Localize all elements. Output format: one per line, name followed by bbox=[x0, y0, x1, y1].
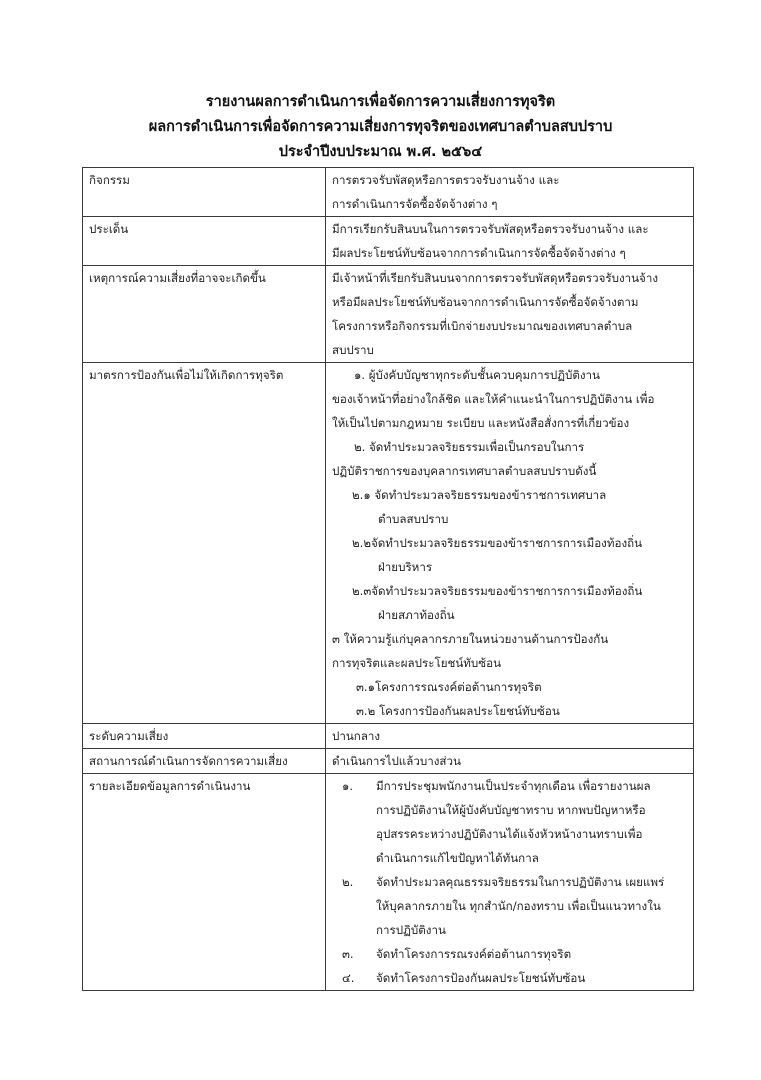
risk-event-line: มีเจ้าหน้าที่เรียกรับสินบนจากการตรวจรับพัสดุหรือตรวจรับงานจ้าง bbox=[332, 271, 659, 285]
prevention-line: ให้เป็นไปตามกฎหมาย ระเบียบ และหนังสือสั่งการที่เกี่ยวข้อง bbox=[332, 416, 630, 430]
activity-label: กิจกรรม bbox=[83, 168, 326, 217]
details-value bbox=[326, 774, 694, 991]
prevention-line: ๒.๑ จัดทำประมวลจริยธรรมของข้าราชการเทศบาล bbox=[352, 488, 607, 502]
prevention-line: ๒.๓จัดทำประมวลจริยธรรมของข้าราชการการเมืองท้องถิ่น bbox=[352, 584, 643, 598]
report-subtitle: ผลการดำเนินการเพื่อจัดการความเสี่ยงการทุจริตของเทศบาลตำบลสบปราบ bbox=[148, 119, 613, 135]
prevention-line: ๒. จัดทำประมวลจริยธรรมเพื่อเป็นกรอบในการ bbox=[354, 440, 585, 454]
details-line: มีการประชุมพนักงานเป็นประจำทุกเดือน เพื่อรายงานผล bbox=[376, 779, 651, 793]
risk-level-label: ระดับความเสี่ยง bbox=[83, 724, 326, 749]
risk-event-line: สบปราบ bbox=[332, 343, 374, 357]
row-risk-event bbox=[83, 266, 694, 363]
fiscal-year-title: ประจำปีงบประมาณ พ.ศ. ๒๕๖๔ bbox=[278, 144, 483, 160]
risk-event-value bbox=[326, 266, 694, 363]
issue-line: มีผลประโยชน์ทับซ้อนจากการดำเนินการจัดซื้อจัดจ้างต่าง ๆ bbox=[332, 246, 626, 260]
details-line: ให้บุคลากรภายใน ทุกสำนัก/กองทราบ เพื่อเป็นแนวทางใน bbox=[376, 899, 661, 913]
row-risk-level bbox=[83, 724, 694, 749]
activity-value bbox=[326, 168, 694, 217]
prevention-line: ตำบลสบปราบ bbox=[378, 512, 449, 526]
prevention-line: การทุจริตและผลประโยชน์ทับซ้อน bbox=[332, 656, 502, 670]
details-line: อุปสรรคระหว่างปฏิบัติงานได้แจ้งหัวหน้างานทราบเพื่อ bbox=[376, 827, 643, 841]
details-line: จัดทำโครงการป้องกันผลประโยชน์ทับซ้อน bbox=[376, 971, 586, 985]
prevention-line: ๒.๒จัดทำประมวลจริยธรรมของข้าราชการการเมืองท้องถิ่น bbox=[352, 536, 643, 550]
row-issue bbox=[83, 217, 694, 266]
details-line: การปฏิบัติงานให้ผู้บังคับบัญชาทราบ หากพบปัญหาหรือ bbox=[376, 803, 646, 817]
risk-report-table bbox=[82, 167, 694, 991]
prevention-label: มาตรการป้องกันเพื่อไม่ให้เกิดการทุจริต bbox=[83, 363, 326, 724]
details-item-number: ๓. bbox=[342, 947, 354, 961]
row-prevention bbox=[83, 363, 694, 724]
prevention-line: ๑. ผู้บังคับบัญชาทุกระดับชั้นควบคุมการปฏิบัติงาน bbox=[354, 368, 600, 382]
prevention-line: ๓ ให้ความรู้แก่บุคลากรภายในหน่วยงานด้านการป้องกัน bbox=[332, 632, 609, 646]
details-line: การปฏิบัติงาน bbox=[376, 923, 446, 937]
risk-event-line: โครงการหรือกิจกรรมที่เบิกจ่ายงบประมาณของเทศบาลตำบล bbox=[332, 319, 633, 333]
details-item-number: ๒. bbox=[342, 875, 354, 889]
details-label: รายละเอียดข้อมูลการดำเนินงาน bbox=[83, 774, 326, 991]
prevention-line: ของเจ้าหน้าที่อย่างใกล้ชิด และให้คำแนะนำในการปฏิบัติงาน เพื่อ bbox=[332, 392, 655, 406]
details-item-number: ๔. bbox=[342, 971, 355, 985]
activity-line: การดำเนินการจัดซื้อจัดจ้างต่าง ๆ bbox=[332, 197, 498, 211]
details-line: จัดทำโครงการรณรงค์ต่อต้านการทุจริต bbox=[376, 947, 572, 961]
risk-level-value: ปานกลาง bbox=[326, 724, 694, 749]
document-title-block bbox=[0, 90, 761, 165]
prevention-line: ปฏิบัติราชการของบุคลากรเทศบาลตำบลสบปราบดังนี้ bbox=[332, 464, 597, 478]
status-label: สถานการณ์ดำเนินการจัดการความเสี่ยง bbox=[83, 749, 326, 774]
issue-value bbox=[326, 217, 694, 266]
row-details bbox=[83, 774, 694, 991]
prevention-line: ฝ่ายสภาท้องถิ่น bbox=[378, 608, 455, 622]
activity-line: การตรวจรับพัสดุหรือการตรวจรับงานจ้าง และ bbox=[332, 173, 560, 187]
details-line: ดำเนินการแก้ไขปัญหาได้ทันกาล bbox=[376, 851, 539, 865]
status-value: ดำเนินการไปแล้วบางส่วน bbox=[326, 749, 694, 774]
prevention-line: ๓.๒ โครงการป้องกันผลประโยชน์ทับซ้อน bbox=[356, 704, 560, 718]
prevention-value bbox=[326, 363, 694, 724]
prevention-line: ๓.๑โครงการรณรงค์ต่อต้านการทุจริต bbox=[356, 680, 542, 694]
details-item-number: ๑. bbox=[342, 779, 354, 793]
details-line: จัดทำประมวลคุณธรรมจริยธรรมในการปฏิบัติงาน เผยแพร่ bbox=[376, 875, 665, 889]
details-item bbox=[332, 942, 687, 966]
details-item bbox=[332, 774, 687, 798]
risk-event-label: เหตุการณ์ความเสี่ยงที่อาจจะเกิดขึ้น bbox=[83, 266, 326, 363]
issue-label: ประเด็น bbox=[83, 217, 326, 266]
row-status bbox=[83, 749, 694, 774]
details-item bbox=[332, 966, 687, 990]
row-activity bbox=[83, 168, 694, 217]
details-item bbox=[332, 870, 687, 894]
risk-event-line: หรือมีผลประโยชน์ทับซ้อนจากการดำเนินการจัดซื้อจัดจ้างตาม bbox=[332, 295, 639, 309]
prevention-line: ฝ่ายบริหาร bbox=[378, 560, 433, 574]
issue-line: มีการเรียกรับสินบนในการตรวจรับพัสดุหรือตรวจรับงานจ้าง และ bbox=[332, 222, 649, 236]
report-title: รายงานผลการดำเนินการเพื่อจัดการความเสี่ยงการทุจริต bbox=[205, 94, 556, 110]
